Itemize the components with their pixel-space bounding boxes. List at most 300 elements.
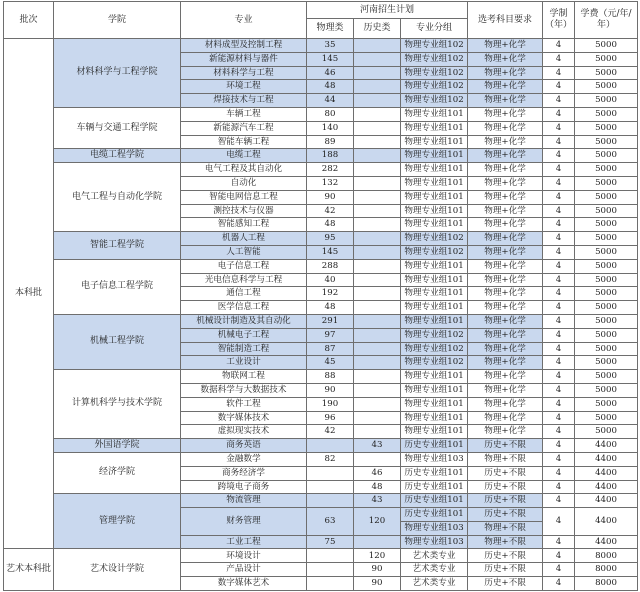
fee-cell: 5000 (575, 94, 638, 108)
subjects-cell: 物理+化学 (468, 370, 543, 384)
group-cell: 物理专业组101 (401, 383, 468, 397)
history-count-cell (354, 370, 401, 384)
subjects-cell: 物理+化学 (468, 301, 543, 315)
years-cell: 4 (543, 466, 575, 480)
group-cell: 物理专业组101 (401, 204, 468, 218)
years-cell: 4 (543, 370, 575, 384)
major-cell: 物联网工程 (181, 370, 307, 384)
fee-cell: 5000 (575, 190, 638, 204)
subjects-cell: 历史+不限 (468, 480, 543, 494)
subjects-cell: 历史+不限 (468, 508, 543, 522)
group-cell: 物理专业组102 (401, 328, 468, 342)
subjects-cell: 物理+不限 (468, 535, 543, 549)
years-cell: 4 (543, 66, 575, 80)
years-cell: 4 (543, 563, 575, 577)
fee-cell: 4400 (575, 452, 638, 466)
subjects-cell: 物理+化学 (468, 328, 543, 342)
years-cell: 4 (543, 577, 575, 591)
history-count-cell: 90 (354, 563, 401, 577)
fee-cell: 5000 (575, 301, 638, 315)
table-row (4, 494, 638, 508)
history-count-cell (354, 176, 401, 190)
years-cell: 4 (543, 149, 575, 163)
major-cell: 数字媒体艺术 (181, 577, 307, 591)
table-row (4, 163, 638, 177)
subjects-cell: 物理+化学 (468, 121, 543, 135)
fee-cell: 4400 (575, 439, 638, 453)
major-cell: 光电信息科学与工程 (181, 273, 307, 287)
physics-count-cell (307, 549, 354, 563)
major-cell: 电子信息工程 (181, 259, 307, 273)
fee-cell: 5000 (575, 328, 638, 342)
group-cell: 物理专业组102 (401, 39, 468, 53)
fee-cell: 5000 (575, 411, 638, 425)
history-count-cell (354, 121, 401, 135)
batch-cell: 艺术本科批 (4, 549, 54, 590)
subjects-cell: 历史+不限 (468, 577, 543, 591)
fee-cell: 5000 (575, 204, 638, 218)
college-cell: 管理学院 (54, 494, 181, 549)
subjects-cell: 历史+不限 (468, 563, 543, 577)
years-cell: 4 (543, 301, 575, 315)
fee-cell: 5000 (575, 370, 638, 384)
major-cell: 车辆工程 (181, 107, 307, 121)
years-cell: 4 (543, 273, 575, 287)
group-cell: 物理专业组103 (401, 535, 468, 549)
group-cell: 物理专业组102 (401, 66, 468, 80)
subjects-cell: 物理+化学 (468, 39, 543, 53)
college-cell: 计算机科学与技术学院 (54, 370, 181, 439)
subjects-cell: 物理+化学 (468, 259, 543, 273)
header-major: 专业 (181, 2, 307, 39)
years-cell: 4 (543, 107, 575, 121)
fee-cell: 5000 (575, 107, 638, 121)
fee-cell: 5000 (575, 135, 638, 149)
history-count-cell (354, 356, 401, 370)
fee-cell: 5000 (575, 356, 638, 370)
college-cell: 电气工程与自动化学院 (54, 163, 181, 232)
fee-cell: 5000 (575, 149, 638, 163)
fee-cell: 5000 (575, 273, 638, 287)
subjects-cell: 物理+化学 (468, 204, 543, 218)
fee-cell: 5000 (575, 66, 638, 80)
group-cell: 物理专业组103 (401, 521, 468, 535)
fee-cell: 8000 (575, 563, 638, 577)
header-group: 专业分组 (401, 19, 468, 39)
history-count-cell (354, 66, 401, 80)
years-cell: 4 (543, 163, 575, 177)
college-cell: 艺术设计学院 (54, 549, 181, 590)
subjects-cell: 物理+化学 (468, 383, 543, 397)
subjects-cell: 物理+化学 (468, 176, 543, 190)
fee-cell: 5000 (575, 342, 638, 356)
years-cell: 4 (543, 508, 575, 536)
admission-plan-table (3, 1, 638, 591)
major-cell: 人工智能 (181, 245, 307, 259)
group-cell: 物理专业组101 (401, 163, 468, 177)
fee-cell: 4400 (575, 535, 638, 549)
major-cell: 机械设计制造及其自动化 (181, 314, 307, 328)
group-cell: 艺术类专业 (401, 549, 468, 563)
group-cell: 历史专业组101 (401, 494, 468, 508)
years-cell: 4 (543, 204, 575, 218)
fee-cell: 5000 (575, 259, 638, 273)
history-count-cell (354, 94, 401, 108)
header-fee: 学费（元/年/年） (575, 2, 638, 39)
major-cell: 智能感知工程 (181, 218, 307, 232)
history-count-cell (354, 287, 401, 301)
table-row (4, 232, 638, 246)
major-cell: 商务经济学 (181, 466, 307, 480)
table-row (4, 107, 638, 121)
subjects-cell: 物理+化学 (468, 425, 543, 439)
subjects-cell: 物理+化学 (468, 80, 543, 94)
subjects-cell: 物理+化学 (468, 397, 543, 411)
fee-cell: 5000 (575, 39, 638, 53)
fee-cell: 5000 (575, 163, 638, 177)
major-cell: 工业设计 (181, 356, 307, 370)
subjects-cell: 物理+化学 (468, 218, 543, 232)
physics-count-cell: 97 (307, 328, 354, 342)
physics-count-cell: 82 (307, 452, 354, 466)
table-row (4, 149, 638, 163)
college-cell: 车辆与交通工程学院 (54, 107, 181, 148)
group-cell: 艺术类专业 (401, 563, 468, 577)
physics-count-cell: 48 (307, 218, 354, 232)
major-cell: 智能车辆工程 (181, 135, 307, 149)
subjects-cell: 物理+化学 (468, 273, 543, 287)
history-count-cell (354, 301, 401, 315)
history-count-cell (354, 411, 401, 425)
history-count-cell (354, 135, 401, 149)
table-body (4, 39, 638, 591)
physics-count-cell: 190 (307, 397, 354, 411)
physics-count-cell: 95 (307, 232, 354, 246)
college-cell: 智能工程学院 (54, 232, 181, 260)
subjects-cell: 物理+化学 (468, 135, 543, 149)
physics-count-cell: 132 (307, 176, 354, 190)
history-count-cell (354, 163, 401, 177)
fee-cell: 8000 (575, 577, 638, 591)
group-cell: 艺术类专业 (401, 577, 468, 591)
group-cell: 物理专业组101 (401, 314, 468, 328)
group-cell: 物理专业组101 (401, 397, 468, 411)
major-cell: 虚拟现实技术 (181, 425, 307, 439)
physics-count-cell: 45 (307, 356, 354, 370)
group-cell: 物理专业组101 (401, 411, 468, 425)
fee-cell: 5000 (575, 80, 638, 94)
group-cell: 物理专业组102 (401, 52, 468, 66)
subjects-cell: 物理+化学 (468, 190, 543, 204)
subjects-cell: 物理+化学 (468, 149, 543, 163)
history-count-cell (354, 245, 401, 259)
years-cell: 4 (543, 535, 575, 549)
group-cell: 物理专业组101 (401, 190, 468, 204)
history-count-cell (354, 535, 401, 549)
history-count-cell (354, 273, 401, 287)
college-cell: 电缆工程学院 (54, 149, 181, 163)
table-row (4, 314, 638, 328)
years-cell: 4 (543, 190, 575, 204)
physics-count-cell: 42 (307, 204, 354, 218)
history-count-cell (354, 452, 401, 466)
history-count-cell: 48 (354, 480, 401, 494)
physics-count-cell (307, 577, 354, 591)
fee-cell: 5000 (575, 314, 638, 328)
history-count-cell (354, 342, 401, 356)
header-batch: 批次 (4, 2, 54, 39)
physics-count-cell: 192 (307, 287, 354, 301)
years-cell: 4 (543, 287, 575, 301)
table-row (4, 259, 638, 273)
fee-cell: 8000 (575, 549, 638, 563)
physics-count-cell: 46 (307, 66, 354, 80)
fee-cell: 4400 (575, 480, 638, 494)
history-count-cell (354, 383, 401, 397)
years-cell: 4 (543, 135, 575, 149)
major-cell: 商务英语 (181, 439, 307, 453)
fee-cell: 5000 (575, 397, 638, 411)
subjects-cell: 物理+化学 (468, 245, 543, 259)
fee-cell: 5000 (575, 383, 638, 397)
subjects-cell: 历史+不限 (468, 439, 543, 453)
header-plan-group: 河南招生计划 (307, 2, 468, 19)
physics-count-cell: 90 (307, 383, 354, 397)
major-cell: 新能源材料与器件 (181, 52, 307, 66)
history-count-cell (354, 39, 401, 53)
subjects-cell: 物理+化学 (468, 232, 543, 246)
fee-cell: 5000 (575, 287, 638, 301)
years-cell: 4 (543, 328, 575, 342)
major-cell: 机器人工程 (181, 232, 307, 246)
years-cell: 4 (543, 356, 575, 370)
group-cell: 物理专业组102 (401, 356, 468, 370)
history-count-cell: 120 (354, 508, 401, 536)
years-cell: 4 (543, 494, 575, 508)
history-count-cell (354, 204, 401, 218)
physics-count-cell: 42 (307, 425, 354, 439)
physics-count-cell: 48 (307, 301, 354, 315)
major-cell: 电缆工程 (181, 149, 307, 163)
header-years: 学制（年） (543, 2, 575, 39)
major-cell: 跨境电子商务 (181, 480, 307, 494)
years-cell: 4 (543, 342, 575, 356)
physics-count-cell (307, 494, 354, 508)
college-cell: 经济学院 (54, 452, 181, 493)
major-cell: 数字媒体技术 (181, 411, 307, 425)
major-cell: 机械电子工程 (181, 328, 307, 342)
fee-cell: 5000 (575, 218, 638, 232)
physics-count-cell: 291 (307, 314, 354, 328)
history-count-cell (354, 328, 401, 342)
major-cell: 材料成型及控制工程 (181, 39, 307, 53)
group-cell: 物理专业组102 (401, 80, 468, 94)
group-cell: 物理专业组101 (401, 135, 468, 149)
major-cell: 物流管理 (181, 494, 307, 508)
physics-count-cell: 88 (307, 370, 354, 384)
years-cell: 4 (543, 549, 575, 563)
header-history: 历史类 (354, 19, 401, 39)
subjects-cell: 物理+化学 (468, 314, 543, 328)
major-cell: 环境设计 (181, 549, 307, 563)
fee-cell: 5000 (575, 245, 638, 259)
group-cell: 物理专业组101 (401, 287, 468, 301)
years-cell: 4 (543, 121, 575, 135)
years-cell: 4 (543, 52, 575, 66)
subjects-cell: 物理+化学 (468, 411, 543, 425)
fee-cell: 4400 (575, 466, 638, 480)
fee-cell: 5000 (575, 52, 638, 66)
history-count-cell: 46 (354, 466, 401, 480)
history-count-cell: 90 (354, 577, 401, 591)
years-cell: 4 (543, 439, 575, 453)
fee-cell: 5000 (575, 121, 638, 135)
physics-count-cell: 188 (307, 149, 354, 163)
group-cell: 物理专业组101 (401, 218, 468, 232)
group-cell: 物理专业组102 (401, 342, 468, 356)
fee-cell: 5000 (575, 425, 638, 439)
major-cell: 数据科学与大数据技术 (181, 383, 307, 397)
group-cell: 历史专业组101 (401, 480, 468, 494)
major-cell: 软件工程 (181, 397, 307, 411)
major-cell: 通信工程 (181, 287, 307, 301)
subjects-cell: 物理+化学 (468, 342, 543, 356)
major-cell: 财务管理 (181, 508, 307, 536)
fee-cell: 4400 (575, 508, 638, 536)
group-cell: 物理专业组102 (401, 245, 468, 259)
header-college: 学院 (54, 2, 181, 39)
physics-count-cell: 282 (307, 163, 354, 177)
history-count-cell (354, 259, 401, 273)
subjects-cell: 物理+化学 (468, 107, 543, 121)
group-cell: 物理专业组103 (401, 452, 468, 466)
major-cell: 新能源汽车工程 (181, 121, 307, 135)
subjects-cell: 物理+化学 (468, 94, 543, 108)
college-cell: 机械工程学院 (54, 314, 181, 369)
college-cell: 外国语学院 (54, 439, 181, 453)
physics-count-cell: 48 (307, 80, 354, 94)
years-cell: 4 (543, 425, 575, 439)
group-cell: 物理专业组101 (401, 149, 468, 163)
major-cell: 金融数学 (181, 452, 307, 466)
major-cell: 测控技术与仪器 (181, 204, 307, 218)
history-count-cell (354, 149, 401, 163)
subjects-cell: 历史+不限 (468, 466, 543, 480)
college-cell: 电子信息工程学院 (54, 259, 181, 314)
physics-count-cell: 89 (307, 135, 354, 149)
batch-cell: 本科批 (4, 39, 54, 549)
group-cell: 物理专业组101 (401, 425, 468, 439)
group-cell: 物理专业组101 (401, 273, 468, 287)
years-cell: 4 (543, 397, 575, 411)
years-cell: 4 (543, 259, 575, 273)
physics-count-cell: 96 (307, 411, 354, 425)
table-row (4, 370, 638, 384)
subjects-cell: 历史+不限 (468, 494, 543, 508)
history-count-cell (354, 52, 401, 66)
physics-count-cell: 40 (307, 273, 354, 287)
history-count-cell (354, 232, 401, 246)
group-cell: 历史专业组101 (401, 466, 468, 480)
history-count-cell (354, 425, 401, 439)
group-cell: 物理专业组101 (401, 176, 468, 190)
header-physics: 物理类 (307, 19, 354, 39)
group-cell: 物理专业组101 (401, 370, 468, 384)
history-count-cell: 43 (354, 439, 401, 453)
physics-count-cell: 140 (307, 121, 354, 135)
years-cell: 4 (543, 411, 575, 425)
years-cell: 4 (543, 39, 575, 53)
years-cell: 4 (543, 314, 575, 328)
major-cell: 电气工程及其自动化 (181, 163, 307, 177)
years-cell: 4 (543, 232, 575, 246)
years-cell: 4 (543, 480, 575, 494)
physics-count-cell: 35 (307, 39, 354, 53)
subjects-cell: 物理+化学 (468, 287, 543, 301)
physics-count-cell (307, 563, 354, 577)
subjects-cell: 物理+化学 (468, 66, 543, 80)
subjects-cell: 物理+不限 (468, 452, 543, 466)
subjects-cell: 物理+化学 (468, 52, 543, 66)
subjects-cell: 物理+化学 (468, 356, 543, 370)
history-count-cell: 120 (354, 549, 401, 563)
history-count-cell (354, 218, 401, 232)
major-cell: 焊接技术与工程 (181, 94, 307, 108)
group-cell: 历史专业组101 (401, 508, 468, 522)
physics-count-cell: 288 (307, 259, 354, 273)
history-count-cell (354, 80, 401, 94)
history-count-cell (354, 107, 401, 121)
major-cell: 工业工程 (181, 535, 307, 549)
major-cell: 医学信息工程 (181, 301, 307, 315)
major-cell: 环境工程 (181, 80, 307, 94)
table-row (4, 452, 638, 466)
years-cell: 4 (543, 245, 575, 259)
history-count-cell: 43 (354, 494, 401, 508)
major-cell: 智能电网信息工程 (181, 190, 307, 204)
history-count-cell (354, 314, 401, 328)
fee-cell: 4400 (575, 494, 638, 508)
group-cell: 物理专业组101 (401, 301, 468, 315)
header-subjects: 选考科目要求 (468, 2, 543, 39)
college-cell: 材料科学与工程学院 (54, 39, 181, 108)
history-count-cell (354, 397, 401, 411)
physics-count-cell: 145 (307, 245, 354, 259)
years-cell: 4 (543, 94, 575, 108)
years-cell: 4 (543, 452, 575, 466)
years-cell: 4 (543, 80, 575, 94)
group-cell: 物理专业组102 (401, 94, 468, 108)
physics-count-cell (307, 439, 354, 453)
subjects-cell: 历史+不限 (468, 549, 543, 563)
physics-count-cell: 90 (307, 190, 354, 204)
group-cell: 物理专业组101 (401, 121, 468, 135)
years-cell: 4 (543, 218, 575, 232)
years-cell: 4 (543, 176, 575, 190)
major-cell: 自动化 (181, 176, 307, 190)
physics-count-cell: 87 (307, 342, 354, 356)
major-cell: 产品设计 (181, 563, 307, 577)
subjects-cell: 物理+化学 (468, 163, 543, 177)
physics-count-cell: 44 (307, 94, 354, 108)
group-cell: 物理专业组102 (401, 232, 468, 246)
table-row (4, 549, 638, 563)
group-cell: 物理专业组101 (401, 107, 468, 121)
physics-count-cell: 145 (307, 52, 354, 66)
group-cell: 历史专业组101 (401, 439, 468, 453)
physics-count-cell (307, 466, 354, 480)
table-row (4, 439, 638, 453)
